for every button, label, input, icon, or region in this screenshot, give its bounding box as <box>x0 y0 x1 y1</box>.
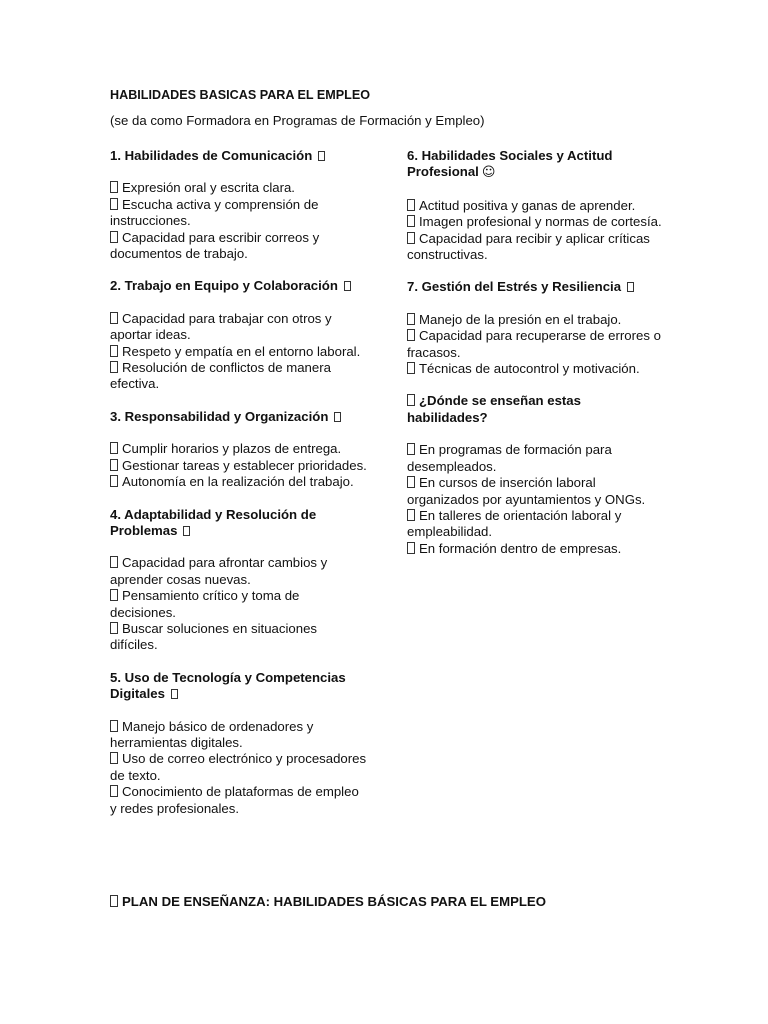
section-heading <box>110 507 368 540</box>
section-heading <box>407 148 663 182</box>
section-heading <box>110 670 368 703</box>
bullet-glyph-icon <box>110 556 118 568</box>
list-item-text: Autonomía en la realización del trabajo. <box>122 474 354 490</box>
bullet-list <box>407 198 663 264</box>
list-item-text: Conocimiento de plataformas de empleo y redes profesionales. <box>110 784 359 816</box>
section-heading-text: 6. Habilidades Sociales y Actitud Profesional <box>407 148 613 180</box>
list-item <box>110 751 368 784</box>
missing-glyph-icon <box>407 394 415 406</box>
bullet-list <box>110 555 368 653</box>
list-item-text: Respeto y empatía en el entorno laboral. <box>122 343 361 359</box>
list-item <box>110 784 368 817</box>
list-item-text: En formación dentro de empresas. <box>419 540 622 556</box>
bullet-glyph-icon <box>110 442 118 454</box>
list-item-text: Gestionar tareas y establecer prioridades. <box>122 457 367 473</box>
bullet-glyph-icon <box>407 329 415 341</box>
bullet-glyph-icon <box>110 752 118 764</box>
list-item-text: Capacidad para afrontar cambios y aprender cosas nuevas. <box>110 555 328 587</box>
right-column <box>407 148 663 573</box>
list-item <box>110 719 368 752</box>
plan-heading-text: PLAN DE ENSEÑANZA: HABILIDADES BÁSICAS PARA EL EMPLEO <box>122 894 546 909</box>
bullet-list <box>110 441 368 490</box>
list-item-text: Resolución de conflictos de manera efectiva. <box>110 360 331 392</box>
list-item <box>110 344 368 360</box>
list-item <box>110 197 368 230</box>
list-item-text: Capacidad para recibir y aplicar críticas constructivas. <box>407 230 650 263</box>
bullet-glyph-icon <box>110 198 118 210</box>
list-item-text: Expresión oral y escrita clara. <box>122 180 295 196</box>
list-item <box>110 441 368 457</box>
bullet-glyph-icon <box>110 459 118 471</box>
list-item-text: Buscar soluciones en situaciones difíciles. <box>110 620 317 653</box>
missing-glyph-icon <box>344 281 351 291</box>
section-heading <box>110 148 368 164</box>
document-subtitle: (se da como Formadora en Programas de Formación y Empleo) <box>110 113 485 128</box>
left-column <box>110 148 368 833</box>
section-heading <box>407 279 663 295</box>
section-heading-text: 1. Habilidades de Comunicación <box>110 148 313 163</box>
section-heading <box>110 409 368 425</box>
bullet-glyph-icon <box>407 199 415 211</box>
bullet-glyph-icon <box>407 232 415 244</box>
bullet-glyph-icon <box>110 231 118 243</box>
smiley-icon: ☺ <box>481 165 496 181</box>
missing-glyph-icon <box>627 282 634 292</box>
section-adaptability <box>110 507 368 654</box>
bullet-glyph-icon <box>407 215 415 227</box>
missing-glyph-icon <box>171 689 178 699</box>
list-item-text: En programas de formación para desempleados. <box>407 442 612 474</box>
bullet-glyph-icon <box>407 476 415 488</box>
section-stress-management <box>407 279 663 377</box>
section-heading-text: 7. Gestión del Estrés y Resiliencia <box>407 279 622 295</box>
list-item <box>407 361 663 377</box>
section-heading-text: 2. Trabajo en Equipo y Colaboración <box>110 278 338 294</box>
list-item <box>407 231 663 264</box>
list-item-text: Cumplir horarios y plazos de entrega. <box>122 441 342 457</box>
section-heading-text: 3. Responsabilidad y Organización <box>110 408 329 424</box>
list-item <box>110 588 368 621</box>
list-item-text: En talleres de orientación laboral y empleabilidad. <box>407 507 622 540</box>
list-item-text: Uso de correo electrónico y procesadores de texto. <box>110 751 367 783</box>
section-heading-text: ¿Dónde se enseñan estas habilidades? <box>407 393 581 425</box>
bullet-glyph-icon <box>110 622 118 634</box>
list-item <box>110 230 368 263</box>
bullet-glyph-icon <box>110 181 118 193</box>
list-item-text: Manejo básico de ordenadores y herramientas digitales. <box>110 718 314 750</box>
bullet-list <box>110 180 368 262</box>
list-item-text: Escucha activa y comprensión de instrucciones. <box>110 196 319 229</box>
section-heading <box>110 278 368 294</box>
bullet-glyph-icon <box>110 720 118 732</box>
section-social-skills <box>407 148 663 263</box>
bullet-glyph-icon <box>110 361 118 373</box>
list-item <box>110 458 368 474</box>
list-item <box>110 621 368 654</box>
plan-heading <box>110 894 546 910</box>
bullet-glyph-icon <box>110 345 118 357</box>
bullet-glyph-icon <box>110 785 118 797</box>
section-communication <box>110 148 368 262</box>
missing-glyph-icon <box>183 526 190 536</box>
section-heading-text: 5. Uso de Tecnología y Competencias Digitales <box>110 669 346 702</box>
list-item-text: Imagen profesional y normas de cortesía. <box>419 214 662 230</box>
bullet-glyph-icon <box>407 542 415 554</box>
list-item-text: Manejo de la presión en el trabajo. <box>419 311 622 327</box>
list-item <box>407 442 663 475</box>
bullet-glyph-icon <box>110 589 118 601</box>
list-item-text: Actitud positiva y ganas de aprender. <box>419 197 636 213</box>
list-item <box>110 360 368 393</box>
list-item-text: En cursos de inserción laboral organizados por ayuntamientos y ONGs. <box>407 475 646 507</box>
list-item <box>407 312 663 328</box>
list-item <box>407 475 663 508</box>
missing-glyph-icon <box>318 151 325 161</box>
list-item-text: Capacidad para trabajar con otros y aportar ideas. <box>110 310 332 343</box>
list-item <box>407 541 663 557</box>
list-item <box>407 198 663 214</box>
missing-glyph-icon <box>110 895 118 907</box>
list-item <box>110 180 368 196</box>
section-heading-text: 4. Adaptabilidad y Resolución de Problemas <box>110 506 317 538</box>
list-item <box>407 508 663 541</box>
list-item <box>110 555 368 588</box>
list-item-text: Capacidad para recuperarse de errores o fracasos. <box>407 328 661 360</box>
bullet-glyph-icon <box>407 313 415 325</box>
bullet-list <box>407 442 663 557</box>
list-item <box>407 214 663 230</box>
section-where-taught <box>407 393 663 557</box>
bullet-glyph-icon <box>407 443 415 455</box>
list-item <box>407 328 663 361</box>
bullet-list <box>110 719 368 817</box>
bullet-list <box>110 311 368 393</box>
bullet-list <box>407 312 663 378</box>
missing-glyph-icon <box>334 412 341 422</box>
list-item <box>110 311 368 344</box>
section-responsibility <box>110 409 368 491</box>
list-item-text: Capacidad para escribir correos y documentos de trabajo. <box>110 229 320 262</box>
bullet-glyph-icon <box>407 509 415 521</box>
section-teamwork <box>110 278 368 392</box>
bullet-glyph-icon <box>407 362 415 374</box>
bullet-glyph-icon <box>110 475 118 487</box>
section-heading <box>407 393 663 426</box>
bullet-glyph-icon <box>110 312 118 324</box>
list-item-text: Técnicas de autocontrol y motivación. <box>419 361 640 377</box>
list-item <box>110 474 368 490</box>
document-title: HABILIDADES BASICAS PARA EL EMPLEO <box>110 88 371 102</box>
section-technology <box>110 670 368 817</box>
list-item-text: Pensamiento crítico y toma de decisiones. <box>110 588 300 620</box>
